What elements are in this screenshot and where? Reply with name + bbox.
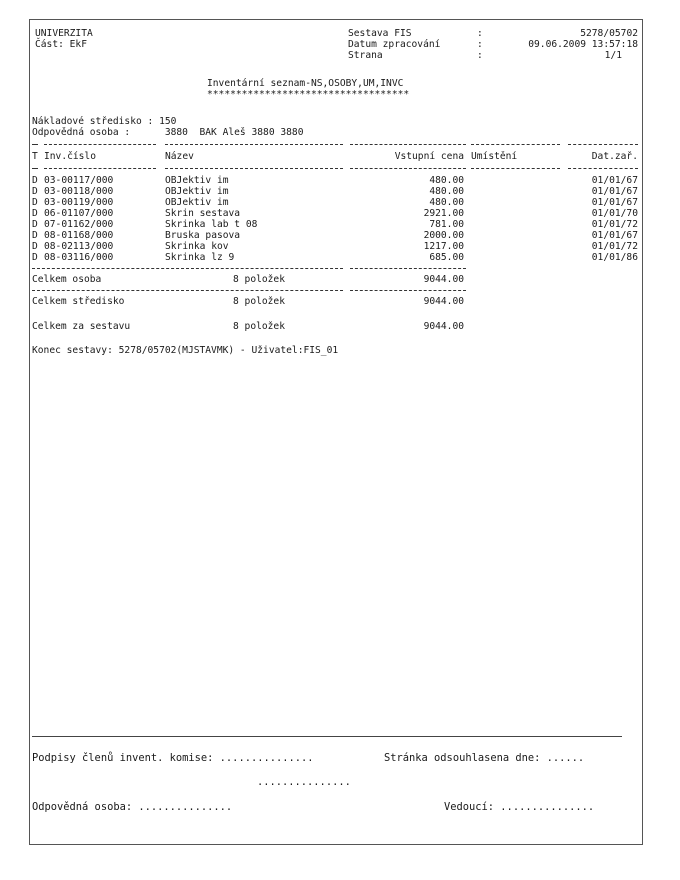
responsible-signature: Odpovědná osoba: ............... (32, 801, 233, 813)
row-price: 2921.00 (423, 208, 464, 219)
row-date: 01/01/67 (591, 230, 638, 241)
department-part: Část: EkF (35, 39, 87, 50)
row-type: D (32, 208, 38, 219)
divider (32, 144, 38, 145)
column-header-location: Umístění (471, 151, 518, 162)
page-number: 1/1 (604, 50, 622, 61)
divider (568, 144, 638, 145)
end-of-report: Konec sestavy: 5278/05702(MJSTAVMK) - Uživatel:FIS_01 (32, 345, 339, 356)
row-inv-number: 03-00118/000 (44, 186, 114, 197)
total-report-sum: 9044.00 (423, 321, 464, 332)
row-name: Skrin sestava (165, 208, 241, 219)
row-price: 2000.00 (423, 230, 464, 241)
divider (350, 268, 466, 269)
row-name: Skrinka lz 9 (165, 252, 235, 263)
row-date: 01/01/67 (591, 197, 638, 208)
head-signature: Vedoucí: ............... (444, 801, 595, 813)
divider (165, 168, 343, 169)
commission-signatures: Podpisy členů invent. komise: ............... (32, 752, 314, 764)
total-center-sum: 9044.00 (423, 296, 464, 307)
divider (32, 268, 343, 269)
header-label-date: Datum zpracování (348, 39, 441, 50)
header-colon: : (477, 39, 483, 50)
header-label-page: Strana (348, 50, 383, 61)
commission-signatures-continued: ............... (257, 776, 351, 788)
row-type: D (32, 252, 38, 263)
header-colon: : (477, 50, 483, 61)
header-label-report: Sestava FIS (348, 28, 412, 39)
university-name: UNIVERZITA (35, 28, 93, 39)
row-name: Skrinka lab t 08 (165, 219, 258, 230)
divider (350, 144, 466, 145)
row-price: 480.00 (429, 197, 464, 208)
divider (44, 144, 156, 145)
row-type: D (32, 186, 38, 197)
row-date: 01/01/86 (591, 252, 638, 263)
row-price: 480.00 (429, 175, 464, 186)
row-type: D (32, 175, 38, 186)
total-person-sum: 9044.00 (423, 274, 464, 285)
row-date: 01/01/70 (591, 208, 638, 219)
total-report-count: 8 položek (233, 321, 285, 332)
row-date: 01/01/67 (591, 186, 638, 197)
report-page (29, 19, 643, 845)
row-name: OBJektiv im (165, 186, 229, 197)
row-inv-number: 06-01107/000 (44, 208, 114, 219)
row-inv-number: 08-02113/000 (44, 241, 114, 252)
processing-date: 09.06.2009 13:57:18 (528, 39, 638, 50)
cost-center: Nákladové středisko : 150 (32, 116, 177, 127)
divider (350, 290, 466, 291)
divider (32, 168, 38, 169)
divider (350, 168, 466, 169)
row-price: 781.00 (429, 219, 464, 230)
row-inv-number: 08-01168/000 (44, 230, 114, 241)
row-price: 480.00 (429, 186, 464, 197)
signature-divider (32, 736, 622, 737)
total-center-count: 8 položek (233, 296, 285, 307)
row-inv-number: 08-03116/000 (44, 252, 114, 263)
row-name: Skrinka kov (165, 241, 229, 252)
report-title: Inventární seznam-NS,OSOBY,UM,INVC (207, 78, 404, 89)
row-inv-number: 03-00117/000 (44, 175, 114, 186)
column-header-inv-number: Inv.číslo (44, 151, 96, 162)
total-person-label: Celkem osoba (32, 274, 102, 285)
row-type: D (32, 219, 38, 230)
row-inv-number: 07-01162/000 (44, 219, 114, 230)
row-type: D (32, 197, 38, 208)
report-number: 5278/05702 (580, 28, 638, 39)
divider (471, 144, 560, 145)
row-type: D (32, 230, 38, 241)
row-date: 01/01/72 (591, 241, 638, 252)
divider (471, 168, 560, 169)
column-header-name: Název (165, 151, 194, 162)
header-colon: : (477, 28, 483, 39)
divider (568, 168, 638, 169)
row-name: OBJektiv im (165, 175, 229, 186)
row-date: 01/01/72 (591, 219, 638, 230)
row-name: OBJektiv im (165, 197, 229, 208)
total-person-count: 8 položek (233, 274, 285, 285)
row-inv-number: 03-00119/000 (44, 197, 114, 208)
row-date: 01/01/67 (591, 175, 638, 186)
page-approved-date: Stránka odsouhlasena dne: ...... (384, 752, 585, 764)
row-price: 685.00 (429, 252, 464, 263)
responsible-person: Odpovědná osoba : 3880 BAK Aleš 3880 3880 (32, 127, 304, 138)
column-header-type: T (32, 151, 38, 162)
divider (44, 168, 156, 169)
divider (165, 144, 343, 145)
row-name: Bruska pasova (165, 230, 241, 241)
title-underline-stars: *********************************** (207, 89, 410, 100)
row-type: D (32, 241, 38, 252)
row-price: 1217.00 (423, 241, 464, 252)
total-center-label: Celkem středisko (32, 296, 125, 307)
column-header-date: Dat.zař. (591, 151, 638, 162)
total-report-label: Celkem za sestavu (32, 321, 131, 332)
divider (32, 290, 343, 291)
column-header-price: Vstupní cena (394, 151, 464, 162)
